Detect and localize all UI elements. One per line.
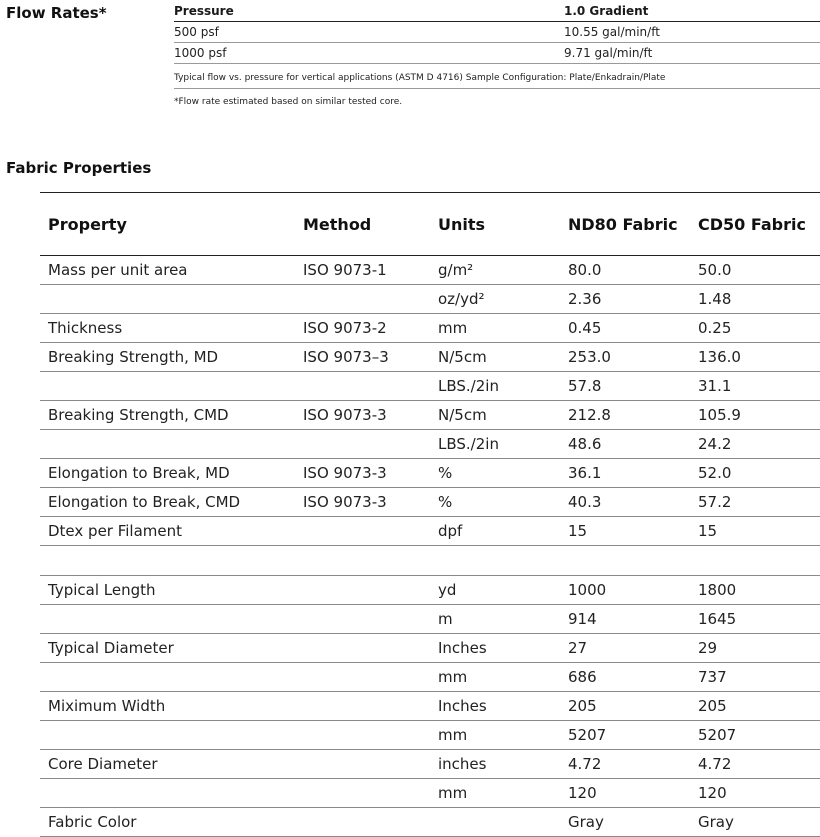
method-cell: ISO 9073-2	[295, 314, 430, 343]
units-cell: oz/yd²	[430, 285, 560, 314]
property-cell: Core Diameter	[40, 750, 295, 779]
method-cell	[295, 750, 430, 779]
cd50-value-cell: 50.0	[690, 256, 820, 285]
nd80-value-cell: 205	[560, 692, 690, 721]
cd50-value-cell: 5207	[690, 721, 820, 750]
cd50-value-cell: 4.72	[690, 750, 820, 779]
table-row	[40, 372, 820, 401]
property-cell	[40, 605, 295, 634]
nd80-value-cell: Gray	[560, 808, 690, 837]
fabric-properties-title: Fabric Properties	[6, 159, 152, 177]
units-cell: %	[430, 488, 560, 517]
method-cell	[295, 372, 430, 401]
property-cell	[40, 779, 295, 808]
table-row	[40, 692, 820, 721]
method-cell: ISO 9073-1	[295, 256, 430, 285]
property-cell: Mass per unit area	[40, 256, 295, 285]
units-cell: dpf	[430, 517, 560, 546]
units-cell	[430, 546, 560, 576]
property-cell	[40, 430, 295, 459]
table-row	[40, 430, 820, 459]
property-cell	[40, 721, 295, 750]
table-row	[40, 721, 820, 750]
flow-rates-header-row	[174, 3, 820, 22]
table-row	[40, 663, 820, 692]
cd50-value-cell: 737	[690, 663, 820, 692]
property-cell: Thickness	[40, 314, 295, 343]
property-cell	[40, 372, 295, 401]
nd80-value-cell: 914	[560, 605, 690, 634]
cd50-value-cell: 1800	[690, 576, 820, 605]
nd80-value-cell: 15	[560, 517, 690, 546]
table-row	[40, 750, 820, 779]
property-cell: Fabric Color	[40, 808, 295, 837]
flow-footnote: *Flow rate estimated based on similar tested core.	[174, 97, 403, 107]
method-cell	[295, 808, 430, 837]
units-cell: Inches	[430, 634, 560, 663]
table-row	[40, 779, 820, 808]
method-cell: ISO 9073-3	[295, 488, 430, 517]
header-units: Units	[430, 193, 560, 256]
nd80-value-cell: 686	[560, 663, 690, 692]
property-cell: Breaking Strength, MD	[40, 343, 295, 372]
units-cell: N/5cm	[430, 401, 560, 430]
table-row	[40, 576, 820, 605]
flow-pressure-cell: 500 psf	[174, 22, 564, 43]
nd80-value-cell: 120	[560, 779, 690, 808]
units-cell: yd	[430, 576, 560, 605]
table-row	[40, 488, 820, 517]
nd80-value-cell: 80.0	[560, 256, 690, 285]
method-cell	[295, 634, 430, 663]
nd80-value-cell	[560, 546, 690, 576]
table-row	[40, 285, 820, 314]
table-row	[40, 605, 820, 634]
table-row	[40, 546, 820, 576]
cd50-value-cell: 31.1	[690, 372, 820, 401]
nd80-value-cell: 253.0	[560, 343, 690, 372]
header-cd50-fabric: CD50 Fabric	[690, 193, 820, 256]
nd80-value-cell: 27	[560, 634, 690, 663]
units-cell: g/m²	[430, 256, 560, 285]
cd50-value-cell: 29	[690, 634, 820, 663]
units-cell: inches	[430, 750, 560, 779]
units-cell: Inches	[430, 692, 560, 721]
cd50-value-cell: 24.2	[690, 430, 820, 459]
method-cell	[295, 721, 430, 750]
cd50-value-cell: Gray	[690, 808, 820, 837]
flow-header-pressure: Pressure	[174, 3, 564, 22]
units-cell: mm	[430, 779, 560, 808]
units-cell: mm	[430, 721, 560, 750]
method-cell	[295, 663, 430, 692]
cd50-value-cell: 52.0	[690, 459, 820, 488]
units-cell: N/5cm	[430, 343, 560, 372]
method-cell: ISO 9073-3	[295, 459, 430, 488]
nd80-value-cell: 40.3	[560, 488, 690, 517]
property-cell	[40, 546, 295, 576]
nd80-value-cell: 4.72	[560, 750, 690, 779]
units-cell: mm	[430, 314, 560, 343]
property-cell: Typical Diameter	[40, 634, 295, 663]
nd80-value-cell: 5207	[560, 721, 690, 750]
flow-rates-title: Flow Rates*	[6, 4, 107, 22]
method-cell	[295, 517, 430, 546]
units-cell: %	[430, 459, 560, 488]
property-cell	[40, 285, 295, 314]
cd50-value-cell: 57.2	[690, 488, 820, 517]
property-cell: Dtex per Filament	[40, 517, 295, 546]
nd80-value-cell: 57.8	[560, 372, 690, 401]
flow-rates-table	[174, 3, 820, 64]
property-cell: Miximum Width	[40, 692, 295, 721]
header-nd80-fabric: ND80 Fabric	[560, 193, 690, 256]
table-row	[40, 343, 820, 372]
table-row	[174, 43, 820, 64]
method-cell	[295, 576, 430, 605]
table-row	[40, 256, 820, 285]
method-cell	[295, 546, 430, 576]
units-cell: m	[430, 605, 560, 634]
cd50-value-cell	[690, 546, 820, 576]
property-cell: Elongation to Break, CMD	[40, 488, 295, 517]
units-cell: LBS./2in	[430, 430, 560, 459]
cd50-value-cell: 1645	[690, 605, 820, 634]
header-property: Property	[40, 193, 295, 256]
table-row	[40, 517, 820, 546]
flow-rate-cell: 9.71 gal/min/ft	[564, 43, 820, 64]
method-cell: ISO 9073-3	[295, 401, 430, 430]
nd80-value-cell: 1000	[560, 576, 690, 605]
nd80-value-cell: 212.8	[560, 401, 690, 430]
property-cell	[40, 663, 295, 692]
header-method: Method	[295, 193, 430, 256]
table-row	[40, 808, 820, 837]
flow-pressure-cell: 1000 psf	[174, 43, 564, 64]
nd80-value-cell: 36.1	[560, 459, 690, 488]
cd50-value-cell: 105.9	[690, 401, 820, 430]
table-row	[40, 314, 820, 343]
flow-test-note: Typical flow vs. pressure for vertical applications (ASTM D 4716) Sample Configuration: Plate/Enkadrain/Plate	[174, 73, 820, 89]
fabric-header-row	[40, 193, 820, 256]
table-row	[40, 634, 820, 663]
cd50-value-cell: 1.48	[690, 285, 820, 314]
table-row	[174, 22, 820, 43]
cd50-value-cell: 120	[690, 779, 820, 808]
method-cell	[295, 779, 430, 808]
method-cell	[295, 605, 430, 634]
method-cell	[295, 692, 430, 721]
method-cell: ISO 9073–3	[295, 343, 430, 372]
units-cell: LBS./2in	[430, 372, 560, 401]
fabric-properties-table	[40, 192, 820, 837]
flow-header-gradient: 1.0 Gradient	[564, 3, 820, 22]
units-cell	[430, 808, 560, 837]
property-cell: Typical Length	[40, 576, 295, 605]
table-row	[40, 459, 820, 488]
table-row	[40, 401, 820, 430]
property-cell: Breaking Strength, CMD	[40, 401, 295, 430]
flow-rate-cell: 10.55 gal/min/ft	[564, 22, 820, 43]
property-cell: Elongation to Break, MD	[40, 459, 295, 488]
nd80-value-cell: 0.45	[560, 314, 690, 343]
nd80-value-cell: 2.36	[560, 285, 690, 314]
units-cell: mm	[430, 663, 560, 692]
cd50-value-cell: 0.25	[690, 314, 820, 343]
cd50-value-cell: 15	[690, 517, 820, 546]
cd50-value-cell: 205	[690, 692, 820, 721]
cd50-value-cell: 136.0	[690, 343, 820, 372]
method-cell	[295, 430, 430, 459]
nd80-value-cell: 48.6	[560, 430, 690, 459]
method-cell	[295, 285, 430, 314]
